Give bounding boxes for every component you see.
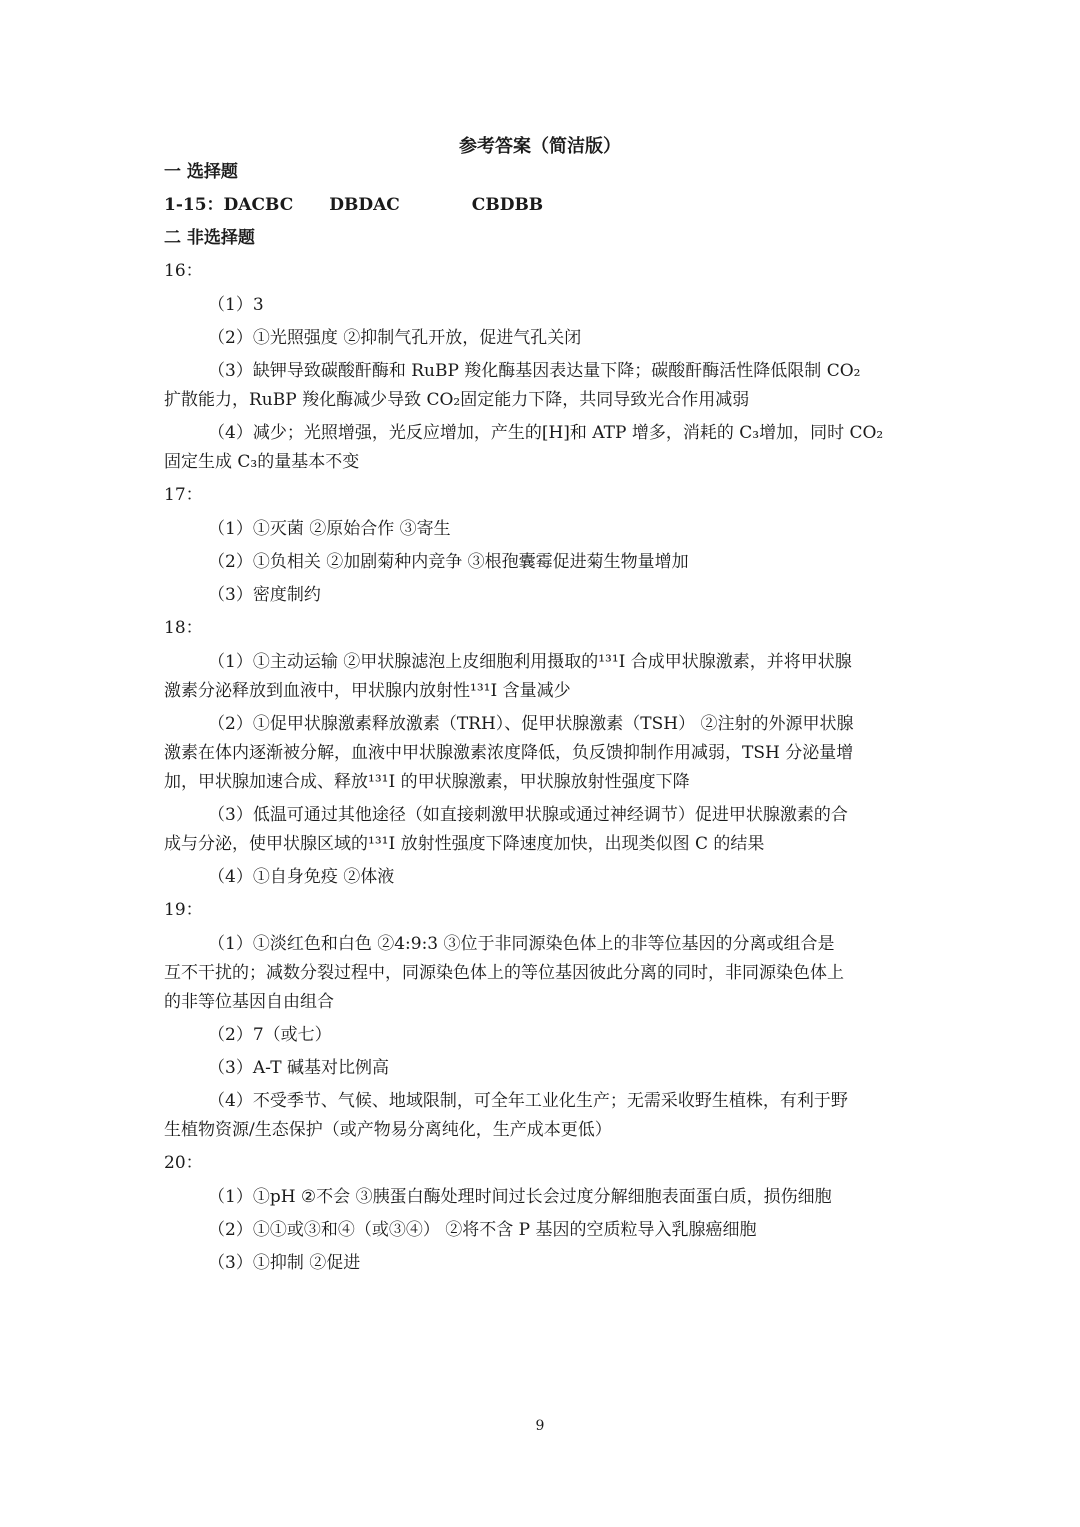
choice-answers-range: 1-15：DACBC bbox=[164, 195, 294, 215]
answer-paragraph bbox=[164, 419, 920, 477]
question-block bbox=[164, 257, 920, 477]
answer-paragraph bbox=[164, 710, 920, 797]
question-list bbox=[164, 257, 920, 1278]
answer-line: 互不干扰的；减数分裂过程中，同源染色体上的等位基因彼此分离的同时，非同源染色体上 bbox=[164, 963, 844, 983]
choice-answers-group2: DBDAC bbox=[329, 195, 400, 215]
answer-line: （2）①①或③和④（或③④） ②将不含 P 基因的空质粒导入乳腺癌细胞 bbox=[208, 1220, 757, 1240]
answer-paragraph bbox=[164, 1087, 920, 1145]
answer-content bbox=[164, 158, 920, 1282]
answer-line: （2）7（或七） bbox=[208, 1025, 332, 1045]
answer-line: （3）低温可通过其他途径（如直接刺激甲状腺或通过神经调节）促进甲状腺激素的合 bbox=[208, 805, 848, 825]
answer-line: （1）①淡红色和白色 ②4:9:3 ③位于非同源染色体上的非等位基因的分离或组合是 bbox=[208, 934, 835, 954]
answer-line: （3）密度制约 bbox=[208, 585, 321, 605]
answer-line: 激素在体内逐渐被分解，血液中甲状腺激素浓度降低，负反馈抑制作用减弱，TSH 分泌量增 bbox=[164, 743, 854, 763]
answer-paragraph bbox=[164, 324, 920, 353]
answer-paragraph bbox=[164, 1054, 920, 1083]
choice-answers-group3: CBDBB bbox=[471, 195, 544, 215]
choice-answers bbox=[164, 191, 920, 220]
answer-line: （4）①自身免疫 ②体液 bbox=[208, 867, 395, 887]
answer-line: （1）3 bbox=[208, 295, 264, 315]
answer-line: （1）①pH ②不会 ③胰蛋白酶处理时间过长会过度分解细胞表面蛋白质，损伤细胞 bbox=[208, 1187, 832, 1207]
page-title: 参考答案（简洁版） bbox=[459, 136, 621, 157]
question-number: 17： bbox=[164, 485, 203, 505]
page-number: 9 bbox=[535, 1418, 545, 1434]
answer-paragraph bbox=[164, 548, 920, 577]
question-block bbox=[164, 896, 920, 1145]
answer-line: （2）①光照强度 ②抑制气孔开放，促进气孔关闭 bbox=[208, 328, 582, 348]
answer-line: （3）A-T 碱基对比例高 bbox=[208, 1058, 389, 1078]
answer-line: 成与分泌，使甲状腺区域的¹³¹I 放射性强度下降速度加快，出现类似图 C 的结果 bbox=[164, 834, 765, 854]
question-number: 16： bbox=[164, 261, 203, 281]
answer-line: （2）①促甲状腺激素释放激素（TRH）、促甲状腺激素（TSH） ②注射的外源甲状腺 bbox=[208, 714, 854, 734]
section-heading-nonchoice: 二 非选择题 bbox=[164, 228, 255, 248]
answer-paragraph bbox=[164, 357, 920, 415]
answer-paragraph bbox=[164, 291, 920, 320]
answer-line: （1）①灭菌 ②原始合作 ③寄生 bbox=[208, 519, 451, 539]
question-block bbox=[164, 481, 920, 610]
answer-line: 固定生成 C₃的量基本不变 bbox=[164, 452, 360, 472]
answer-line: 激素分泌释放到血液中，甲状腺内放射性¹³¹I 含量减少 bbox=[164, 681, 571, 701]
answer-paragraph bbox=[164, 581, 920, 610]
answer-paragraph bbox=[164, 515, 920, 544]
section-heading-choice: 一 选择题 bbox=[164, 162, 238, 182]
answer-paragraph bbox=[164, 1216, 920, 1245]
answer-paragraph bbox=[164, 863, 920, 892]
answer-paragraph bbox=[164, 1183, 920, 1212]
answer-line: 的非等位基因自由组合 bbox=[164, 992, 334, 1012]
answer-line: （3）①抑制 ②促进 bbox=[208, 1253, 361, 1273]
question-number: 19： bbox=[164, 900, 203, 920]
answer-paragraph bbox=[164, 930, 920, 1017]
question-block bbox=[164, 1149, 920, 1278]
answer-line: （4）不受季节、气候、地域限制，可全年工业化生产；无需采收野生植株，有利于野 bbox=[208, 1091, 848, 1111]
question-number: 18： bbox=[164, 618, 203, 638]
answer-line: 生植物资源/生态保护（或产物易分离纯化，生产成本更低） bbox=[164, 1120, 612, 1140]
answer-line: （1）①主动运输 ②甲状腺滤泡上皮细胞利用摄取的¹³¹I 合成甲状腺激素，并将甲状腺 bbox=[208, 652, 852, 672]
answer-line: （2）①负相关 ②加剧菊种内竞争 ③根孢囊霉促进菊生物量增加 bbox=[208, 552, 689, 572]
answer-paragraph bbox=[164, 1021, 920, 1050]
answer-line: （3）缺钾导致碳酸酐酶和 RuBP 羧化酶基因表达量下降；碳酸酐酶活性降低限制 CO₂ bbox=[208, 361, 861, 381]
answer-paragraph bbox=[164, 1249, 920, 1278]
answer-line: 扩散能力，RuBP 羧化酶减少导致 CO₂固定能力下降，共同导致光合作用减弱 bbox=[164, 390, 750, 410]
answer-paragraph bbox=[164, 648, 920, 706]
answer-line: （4）减少；光照增强，光反应增加，产生的[H]和 ATP 增多，消耗的 C₃增加，同时 CO₂ bbox=[208, 423, 884, 443]
answer-paragraph bbox=[164, 801, 920, 859]
question-number: 20： bbox=[164, 1153, 203, 1173]
answer-line: 加，甲状腺加速合成、释放¹³¹I 的甲状腺激素，甲状腺放射性强度下降 bbox=[164, 772, 690, 792]
question-block bbox=[164, 614, 920, 892]
